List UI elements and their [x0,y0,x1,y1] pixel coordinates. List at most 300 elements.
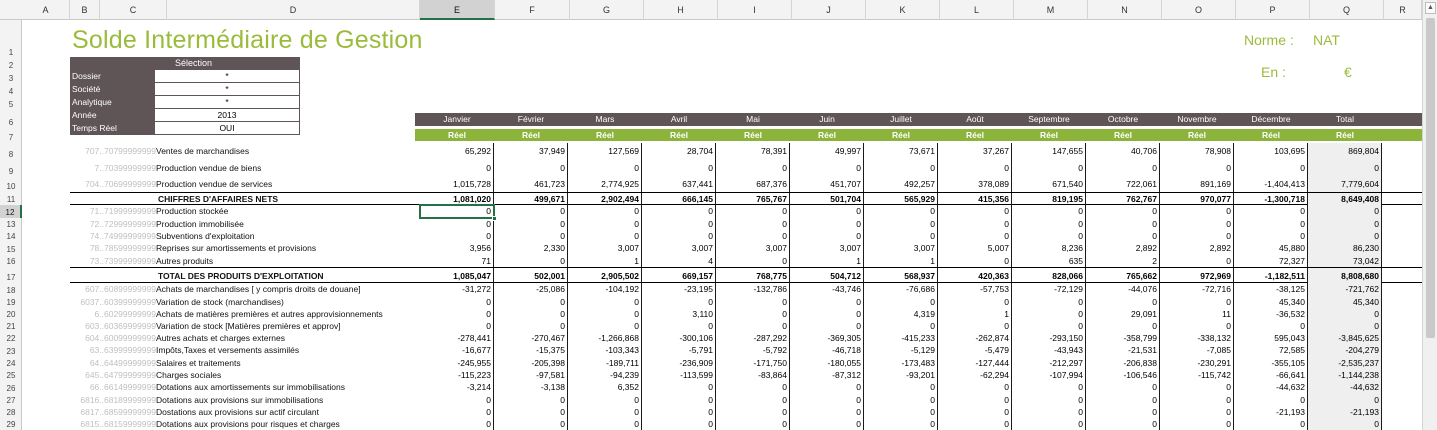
cell-value[interactable]: 0 [1086,218,1160,230]
line-label[interactable]: Subventions d'exploitation [156,231,255,241]
cell-value[interactable]: -2,535,237 [1308,357,1382,369]
row-header-19[interactable]: 19 [6,298,16,307]
cell-value[interactable]: 8,649,408 [1308,193,1382,206]
cell-value[interactable]: 0 [864,320,938,332]
cell-value[interactable]: 0 [1086,296,1160,308]
cell-value[interactable]: 1,015,728 [420,177,494,192]
cell-value[interactable]: 0 [1160,394,1234,406]
cell-value[interactable]: 4 [642,255,716,267]
account-code[interactable]: 66..66149999999 [89,382,156,392]
cell-value[interactable]: 78,908 [1160,143,1234,160]
cell-value[interactable]: 0 [568,218,642,230]
cell-value[interactable]: 1,085,047 [420,268,494,284]
cell-value[interactable]: 0 [1308,418,1382,430]
cell-value[interactable]: 0 [1234,394,1308,406]
cell-value[interactable]: 415,356 [938,193,1012,206]
cell-value[interactable]: -44,632 [1234,381,1308,394]
row-header-15[interactable]: 15 [6,245,16,254]
cell-value[interactable]: -107,994 [1012,369,1086,381]
cell-value[interactable]: 0 [568,394,642,406]
line-label[interactable]: Production stockée [156,206,229,216]
cell-value[interactable]: 492,257 [864,177,938,192]
cell-value[interactable]: 0 [642,381,716,394]
selection-value[interactable]: * [154,70,300,83]
cell-value[interactable]: 4,319 [864,308,938,320]
cell-value[interactable]: 0 [938,394,1012,406]
row-header-12[interactable]: 12 [0,205,22,218]
row-header-2[interactable]: 2 [8,61,14,70]
cell-value[interactable]: 565,929 [864,193,938,206]
cell-value[interactable]: 37,267 [938,143,1012,160]
cell-value[interactable]: 0 [1086,205,1160,218]
cell-value[interactable]: 671,540 [1012,177,1086,192]
cell-value[interactable]: -189,711 [568,357,642,369]
cell-value[interactable]: 378,089 [938,177,1012,192]
row-header-7[interactable]: 7 [8,133,14,142]
row-header-23[interactable]: 23 [6,347,16,356]
cell-value[interactable]: -127,444 [938,357,1012,369]
cell-value[interactable]: 0 [494,320,568,332]
cell-value[interactable]: 0 [716,160,790,177]
scrollbar-thumb[interactable] [1426,18,1435,338]
cell-value[interactable]: 0 [420,406,494,418]
cell-value[interactable]: -115,742 [1160,369,1234,381]
cell-value[interactable]: 37,949 [494,143,568,160]
cell-value[interactable]: 0 [790,296,864,308]
cell-value[interactable]: 29,091 [1086,308,1160,320]
cell-value[interactable]: 0 [716,381,790,394]
cell-value[interactable]: 722,061 [1086,177,1160,192]
cell-value[interactable]: 0 [1160,418,1234,430]
cell-value[interactable]: -83,864 [716,369,790,381]
cell-value[interactable]: -113,599 [642,369,716,381]
cell-value[interactable]: 72,585 [1234,344,1308,357]
cell-value[interactable]: 0 [938,160,1012,177]
column-header-p[interactable]: P [1236,0,1310,20]
cell-value[interactable]: -5,479 [938,344,1012,357]
column-header-h[interactable]: H [644,0,718,20]
cell-value[interactable]: -104,192 [568,283,642,296]
cell-value[interactable]: 0 [716,296,790,308]
cell-value[interactable]: -270,467 [494,332,568,344]
cell-value[interactable]: 451,707 [790,177,864,192]
cell-value[interactable]: -3,845,625 [1308,332,1382,344]
row-header-13[interactable]: 13 [6,220,16,229]
cell-value[interactable]: -358,799 [1086,332,1160,344]
cell-value[interactable]: 0 [568,406,642,418]
cell-value[interactable]: 3,007 [790,242,864,255]
cell-value[interactable]: 0 [1086,406,1160,418]
cell-value[interactable]: 5,007 [938,242,1012,255]
cell-value[interactable]: 3,007 [864,242,938,255]
row-header-20[interactable]: 20 [6,310,16,319]
cell-value[interactable]: 1 [568,255,642,267]
cell-value[interactable]: -115,223 [420,369,494,381]
cell-value[interactable]: 0 [864,406,938,418]
cell-value[interactable]: 768,775 [716,268,790,284]
cell-value[interactable]: 0 [716,230,790,242]
cell-value[interactable]: 0 [420,320,494,332]
cell-value[interactable]: 0 [568,160,642,177]
cell-value[interactable]: -132,786 [716,283,790,296]
cell-value[interactable]: 0 [1160,218,1234,230]
cell-value[interactable]: 0 [420,205,494,218]
cell-value[interactable]: 0 [642,418,716,430]
cell-value[interactable]: -87,312 [790,369,864,381]
line-label[interactable]: Impôts,Taxes et versements assimilés [156,345,300,355]
line-label[interactable]: Dotations aux provisions pour risques et charges [156,419,340,429]
cell-value[interactable]: 420,363 [938,268,1012,284]
cell-value[interactable]: -94,239 [568,369,642,381]
cell-value[interactable]: -76,686 [864,283,938,296]
cell-value[interactable]: -5,129 [864,344,938,357]
cell-value[interactable]: -173,483 [864,357,938,369]
column-header-r[interactable]: R [1384,0,1422,20]
line-label[interactable]: Variation de stock [Matières premières et approv] [156,321,341,331]
account-code[interactable]: 64..64499999999 [89,358,156,368]
cell-value[interactable]: 0 [1160,320,1234,332]
cell-value[interactable]: 0 [864,218,938,230]
cell-value[interactable]: 0 [1234,230,1308,242]
cell-value[interactable]: 504,712 [790,268,864,284]
cell-value[interactable]: 147,655 [1012,143,1086,160]
row-header-14[interactable]: 14 [6,232,16,241]
cell-value[interactable]: 0 [1086,418,1160,430]
cell-value[interactable]: 0 [716,218,790,230]
cell-value[interactable]: -205,398 [494,357,568,369]
cell-value[interactable]: 765,767 [716,193,790,206]
account-code[interactable]: 603..60369999999 [85,321,156,331]
column-header-q[interactable]: Q [1310,0,1384,20]
cell-value[interactable]: 0 [642,394,716,406]
cell-value[interactable]: 762,767 [1086,193,1160,206]
column-header-j[interactable]: J [792,0,866,20]
cell-value[interactable]: -25,086 [494,283,568,296]
account-code[interactable]: 73..73999999999 [89,256,156,266]
norme-value[interactable]: NAT [1313,32,1340,48]
row-header-21[interactable]: 21 [6,322,16,331]
line-label[interactable]: Ventes de marchandises [156,146,250,156]
cell-value[interactable]: -23,195 [642,283,716,296]
cell-value[interactable]: 65,292 [420,143,494,160]
cell-value[interactable]: -62,294 [938,369,1012,381]
cell-value[interactable]: 11 [1160,308,1234,320]
cell-value[interactable]: 0 [1308,230,1382,242]
cell-value[interactable]: -44,076 [1086,283,1160,296]
cell-value[interactable]: -97,581 [494,369,568,381]
cell-value[interactable]: 3,007 [568,242,642,255]
cell-value[interactable]: -206,838 [1086,357,1160,369]
cell-value[interactable]: 45,340 [1234,296,1308,308]
cell-value[interactable]: 637,441 [642,177,716,192]
cell-value[interactable]: 0 [1086,320,1160,332]
cell-value[interactable]: 0 [642,205,716,218]
selection-value[interactable]: OUI [154,122,300,135]
cell-value[interactable]: 0 [864,160,938,177]
column-header-f[interactable]: F [495,0,570,20]
column-header-c[interactable]: C [100,0,167,20]
cell-value[interactable]: 2,902,494 [568,193,642,206]
line-label[interactable]: Dostations aux provisions sur actif circulant [156,407,319,417]
cell-value[interactable]: -46,718 [790,344,864,357]
cell-value[interactable]: 502,001 [494,268,568,284]
cell-value[interactable]: 49,997 [790,143,864,160]
cell-value[interactable]: 0 [568,205,642,218]
cell-value[interactable]: -236,909 [642,357,716,369]
cell-value[interactable]: -245,955 [420,357,494,369]
column-header-d[interactable]: D [167,0,420,20]
cell-value[interactable]: -293,150 [1012,332,1086,344]
cell-value[interactable]: -3,138 [494,381,568,394]
account-code[interactable]: 6815..68159999999 [80,419,156,429]
account-code[interactable]: 63..63999999999 [89,345,156,355]
cell-value[interactable]: 3,110 [642,308,716,320]
cell-value[interactable]: 0 [1012,381,1086,394]
cell-value[interactable]: 0 [420,296,494,308]
cell-value[interactable]: 828,066 [1012,268,1086,284]
line-label[interactable]: TOTAL DES PRODUITS D'EXPLOITATION [158,271,324,281]
cell-value[interactable]: 0 [716,308,790,320]
cell-value[interactable]: 8,236 [1012,242,1086,255]
cell-value[interactable]: 0 [716,394,790,406]
cell-value[interactable]: -106,546 [1086,369,1160,381]
cell-value[interactable]: 0 [642,160,716,177]
cell-value[interactable]: 0 [1308,218,1382,230]
cell-value[interactable]: 0 [642,406,716,418]
cell-value[interactable]: 0 [642,320,716,332]
cell-value[interactable]: -15,375 [494,344,568,357]
line-label[interactable]: Production immobilisée [156,219,244,229]
cell-value[interactable]: 869,804 [1308,143,1382,160]
cell-value[interactable]: 0 [1308,308,1382,320]
cell-value[interactable]: 0 [938,381,1012,394]
column-header-l[interactable]: L [940,0,1014,20]
cell-value[interactable]: 0 [494,418,568,430]
cell-value[interactable]: 0 [420,218,494,230]
cell-value[interactable]: 0 [1160,160,1234,177]
cell-value[interactable]: -204,279 [1308,344,1382,357]
cell-value[interactable]: 765,662 [1086,268,1160,284]
cell-value[interactable]: 3,007 [642,242,716,255]
cell-value[interactable]: -21,531 [1086,344,1160,357]
cell-value[interactable]: 71 [420,255,494,267]
cell-value[interactable]: 3,956 [420,242,494,255]
cell-value[interactable]: 0 [864,381,938,394]
cell-value[interactable]: -36,532 [1234,308,1308,320]
cell-value[interactable]: 2,330 [494,242,568,255]
cell-value[interactable]: 0 [790,406,864,418]
cell-value[interactable]: 0 [938,296,1012,308]
column-header-a[interactable]: A [22,0,70,20]
cell-value[interactable]: 45,880 [1234,242,1308,255]
cell-value[interactable]: 0 [494,218,568,230]
cell-value[interactable]: 3,007 [716,242,790,255]
cell-value[interactable]: 28,704 [642,143,716,160]
cell-value[interactable]: 0 [494,160,568,177]
cell-value[interactable]: 0 [790,381,864,394]
cell-value[interactable]: -43,943 [1012,344,1086,357]
cell-value[interactable]: 0 [938,406,1012,418]
line-label[interactable]: Production vendue de services [156,179,273,189]
line-label[interactable]: Charges sociales [156,370,222,380]
cell-value[interactable]: 0 [1160,255,1234,267]
column-header-g[interactable]: G [570,0,644,20]
line-label[interactable]: Salaires et traitements [156,358,241,368]
cell-value[interactable]: 0 [790,418,864,430]
column-header-n[interactable]: N [1088,0,1162,20]
cell-value[interactable]: 0 [1012,218,1086,230]
cell-value[interactable]: 0 [938,230,1012,242]
cell-value[interactable]: 2,774,925 [568,177,642,192]
cell-value[interactable]: 0 [494,230,568,242]
cell-value[interactable]: 0 [938,255,1012,267]
cell-value[interactable]: -57,753 [938,283,1012,296]
account-code[interactable]: 72..72999999999 [89,219,156,229]
row-header-1[interactable]: 1 [8,48,14,57]
account-code[interactable] [70,268,156,284]
cell-value[interactable]: -212,297 [1012,357,1086,369]
cell-value[interactable]: 0 [1160,406,1234,418]
cell-value[interactable]: -180,055 [790,357,864,369]
cell-value[interactable]: 0 [568,230,642,242]
cell-value[interactable]: 0 [568,308,642,320]
cell-value[interactable]: 0 [716,418,790,430]
account-code[interactable]: 707..70799999999 [85,146,156,156]
row-header-26[interactable]: 26 [6,384,16,393]
cell-value[interactable]: -7,085 [1160,344,1234,357]
account-code[interactable]: 604..60099999999 [85,333,156,343]
account-code[interactable]: 74..74999999999 [89,231,156,241]
cell-value[interactable]: 0 [864,394,938,406]
cell-value[interactable]: 0 [1086,230,1160,242]
column-header-e[interactable]: E [420,0,495,20]
cell-value[interactable]: 0 [716,205,790,218]
cell-value[interactable]: -278,441 [420,332,494,344]
cell-value[interactable]: 0 [1086,160,1160,177]
cell-value[interactable]: 0 [1160,205,1234,218]
row-header-8[interactable]: 8 [8,150,14,159]
cell-value[interactable]: 687,376 [716,177,790,192]
account-code[interactable]: 7..70399999999 [94,163,156,173]
cell-value[interactable]: 86,230 [1308,242,1382,255]
cell-value[interactable]: 0 [1160,296,1234,308]
cell-value[interactable]: -72,129 [1012,283,1086,296]
scroll-up-icon[interactable]: ▲ [1425,2,1436,14]
cell-value[interactable]: 0 [494,406,568,418]
cell-value[interactable]: 0 [642,218,716,230]
row-header-16[interactable]: 16 [6,257,16,266]
cell-value[interactable]: 0 [938,418,1012,430]
cell-value[interactable]: -16,677 [420,344,494,357]
row-header-27[interactable]: 27 [6,396,16,405]
cell-value[interactable]: 0 [938,205,1012,218]
cell-value[interactable]: 0 [1308,160,1382,177]
account-code[interactable]: 78..78599999999 [89,243,156,253]
row-header-25[interactable]: 25 [6,371,16,380]
cell-value[interactable]: 0 [1234,320,1308,332]
cell-value[interactable]: 595,043 [1234,332,1308,344]
cell-value[interactable]: 0 [1012,160,1086,177]
row-header-11[interactable]: 11 [6,195,16,204]
row-header-3[interactable]: 3 [8,74,14,83]
cell-value[interactable]: 0 [864,230,938,242]
cell-value[interactable]: 0 [1234,205,1308,218]
line-label[interactable]: Achats de marchandises [ y compris droits de douane] [156,284,361,294]
cell-value[interactable]: 0 [790,320,864,332]
row-header-17[interactable]: 17 [6,273,16,282]
cell-value[interactable]: -300,106 [642,332,716,344]
cell-value[interactable]: -230,291 [1160,357,1234,369]
cell-value[interactable]: 0 [494,394,568,406]
cell-value[interactable]: -103,343 [568,344,642,357]
account-code[interactable]: 71..71999999999 [89,206,156,216]
account-code[interactable]: 6..60299999999 [94,309,156,319]
cell-value[interactable]: 127,569 [568,143,642,160]
cell-value[interactable]: 0 [1308,320,1382,332]
cell-value[interactable]: 0 [790,218,864,230]
row-header-10[interactable]: 10 [6,182,16,191]
cell-value[interactable]: -3,214 [420,381,494,394]
cell-value[interactable]: 45,340 [1308,296,1382,308]
cell-value[interactable]: -93,201 [864,369,938,381]
account-code[interactable]: 607..60899999999 [85,284,156,294]
cell-value[interactable]: -171,750 [716,357,790,369]
cell-value[interactable]: -66,641 [1234,369,1308,381]
cell-value[interactable]: -38,125 [1234,283,1308,296]
line-label[interactable]: Dotations aux amortissements sur immobilisations [156,382,345,392]
cell-value[interactable]: -721,762 [1308,283,1382,296]
cell-value[interactable]: 0 [1308,205,1382,218]
cell-value[interactable]: 0 [864,296,938,308]
row-header-24[interactable]: 24 [6,359,16,368]
cell-value[interactable]: 2,905,502 [568,268,642,284]
cell-value[interactable]: 0 [790,308,864,320]
account-code[interactable]: 704..70699999999 [85,179,156,189]
cell-value[interactable]: 0 [1308,394,1382,406]
cell-value[interactable]: 0 [1160,230,1234,242]
cell-value[interactable]: 0 [642,230,716,242]
cell-value[interactable]: 0 [494,296,568,308]
cell-value[interactable]: 0 [716,406,790,418]
column-header-o[interactable]: O [1162,0,1236,20]
cell-value[interactable]: 0 [790,230,864,242]
cell-value[interactable]: 0 [1012,394,1086,406]
cell-value[interactable]: 0 [420,230,494,242]
cell-value[interactable]: -72,716 [1160,283,1234,296]
row-header-18[interactable]: 18 [6,286,16,295]
column-header-m[interactable]: M [1014,0,1088,20]
cell-value[interactable]: 0 [1234,218,1308,230]
cell-value[interactable]: 0 [938,320,1012,332]
row-header-22[interactable]: 22 [6,334,16,343]
cell-value[interactable]: -338,132 [1160,332,1234,344]
cell-value[interactable]: -21,193 [1234,406,1308,418]
cell-value[interactable]: 0 [864,205,938,218]
column-header-i[interactable]: I [718,0,792,20]
cell-value[interactable]: 568,937 [864,268,938,284]
cell-value[interactable]: 0 [1012,230,1086,242]
cell-value[interactable]: 0 [568,418,642,430]
cell-value[interactable]: 1,081,020 [420,193,494,206]
cell-value[interactable]: 0 [1012,205,1086,218]
cell-value[interactable]: 461,723 [494,177,568,192]
column-header-b[interactable]: B [70,0,100,20]
cell-value[interactable]: 0 [568,320,642,332]
row-header-6[interactable]: 6 [8,118,14,127]
cell-value[interactable]: 501,704 [790,193,864,206]
cell-value[interactable]: -1,182,511 [1234,268,1308,284]
cell-value[interactable]: -1,144,238 [1308,369,1382,381]
